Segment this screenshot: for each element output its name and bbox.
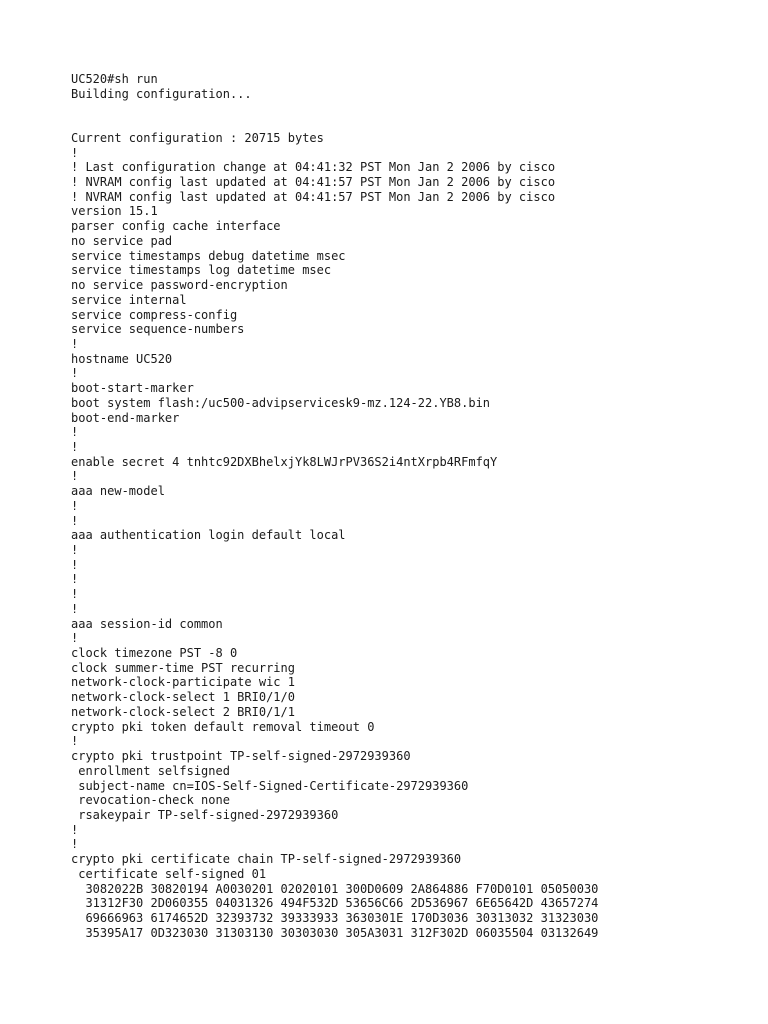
config-line: no service pad xyxy=(71,233,173,248)
config-line: aaa authentication login default local xyxy=(71,528,346,543)
config-line: clock summer-time PST recurring xyxy=(71,660,295,675)
config-line: hostname UC520 xyxy=(71,351,173,366)
config-line: crypto pki certificate chain TP-self-signed-2972939360 xyxy=(71,852,462,867)
config-line: ! xyxy=(71,572,79,587)
config-line: service internal xyxy=(71,292,187,307)
config-line: ! NVRAM config last updated at 04:41:57 PST Mon Jan 2 2006 by cisco xyxy=(71,189,556,204)
config-line: ! xyxy=(71,469,79,484)
config-line: certificate self-signed 01 xyxy=(71,866,267,881)
config-line: clock timezone PST -8 0 xyxy=(71,646,238,661)
running-config-output xyxy=(71,72,598,940)
config-line: parser config cache interface xyxy=(71,219,281,234)
config-line: 31312F30 2D060355 04031326 494F532D 53656C66 2D536967 6E65642D 43657274 xyxy=(71,896,599,911)
config-line: rsakeypair TP-self-signed-2972939360 xyxy=(71,807,339,822)
config-line xyxy=(71,116,598,131)
config-line: service compress-config xyxy=(71,307,238,322)
config-line: ! xyxy=(71,513,79,528)
config-line: no service password-encryption xyxy=(71,278,288,293)
config-line: crypto pki trustpoint TP-self-signed-2972939360 xyxy=(71,749,411,764)
config-line: ! xyxy=(71,631,79,646)
config-line: 3082022B 30820194 A0030201 02020101 300D0609 2A864886 F70D0101 05050030 xyxy=(71,881,599,896)
config-line: Building configuration... xyxy=(71,86,252,101)
config-line: ! xyxy=(71,543,79,557)
config-line: version 15.1 xyxy=(71,204,158,219)
config-line: aaa new-model xyxy=(71,484,165,499)
config-line: ! xyxy=(71,822,79,837)
config-line: ! xyxy=(71,498,79,513)
config-line: boot-end-marker xyxy=(71,410,180,425)
config-line: network-clock-select 1 BRI0/1/0 xyxy=(71,690,295,705)
config-line: service timestamps log datetime msec xyxy=(71,263,332,278)
config-line: UC520#sh run xyxy=(71,72,158,86)
config-line: ! xyxy=(71,734,79,749)
config-line: boot-start-marker xyxy=(71,381,194,396)
config-line: 69666963 6174652D 32393732 39333933 3630301E 170D3036 30313032 31323030 xyxy=(71,910,599,925)
config-line: enable secret 4 tnhtc92DXBhelxjYk8LWJrPV36S2i4ntXrpb4RFmfqY xyxy=(71,454,498,469)
config-line xyxy=(71,101,598,116)
config-line: network-clock-participate wic 1 xyxy=(71,675,295,690)
config-line: aaa session-id common xyxy=(71,616,223,631)
config-line: ! xyxy=(71,837,79,852)
config-line: ! xyxy=(71,425,79,440)
config-line: ! Last configuration change at 04:41:32 PST Mon Jan 2 2006 by cisco xyxy=(71,160,556,175)
config-line: boot system flash:/uc500-advipservicesk9-mz.124-22.YB8.bin xyxy=(71,395,491,410)
config-line: ! xyxy=(71,587,79,602)
config-line: subject-name cn=IOS-Self-Signed-Certificate-2972939360 xyxy=(71,778,469,793)
config-line: network-clock-select 2 BRI0/1/1 xyxy=(71,704,295,719)
config-line: service sequence-numbers xyxy=(71,322,245,337)
config-line: ! xyxy=(71,439,79,454)
config-line: crypto pki token default removal timeout 0 xyxy=(71,719,375,734)
config-line: Current configuration : 20715 bytes xyxy=(71,130,324,145)
config-line: enrollment selfsigned xyxy=(71,763,230,778)
config-line: ! xyxy=(71,601,79,616)
config-line: ! xyxy=(71,366,79,381)
config-line: ! xyxy=(71,336,79,351)
config-line: service timestamps debug datetime msec xyxy=(71,248,346,263)
config-line: ! NVRAM config last updated at 04:41:57 PST Mon Jan 2 2006 by cisco xyxy=(71,175,556,190)
config-line: revocation-check none xyxy=(71,793,230,808)
config-line: 35395A17 0D323030 31303130 30303030 305A3031 312F302D 06035504 03132649 xyxy=(71,925,599,940)
config-line: ! xyxy=(71,557,79,572)
config-line: ! xyxy=(71,145,79,160)
